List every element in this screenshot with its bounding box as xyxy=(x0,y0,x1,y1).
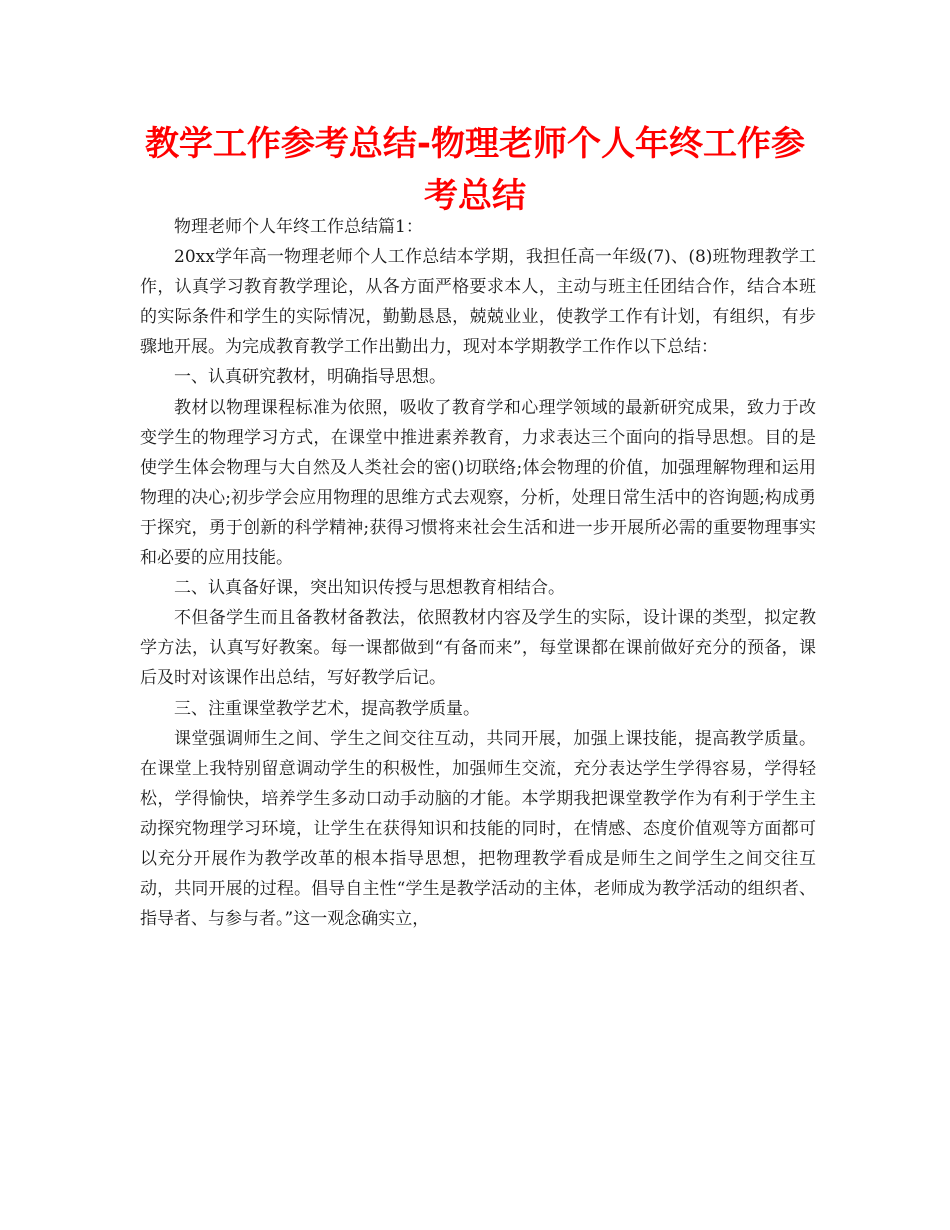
document-body xyxy=(140,212,816,934)
section-heading: 三、注重课堂教学艺术，提高教学质量。 xyxy=(174,698,480,719)
section-heading: 二、认真备好课，突出知识传授与思想教育相结合。 xyxy=(174,578,565,599)
paragraph: 教材以物理课程标准为依照，吸收了教育学和心理学领域的最新研究成果，致力于改变学生的物理学习方式，在课堂中推进素养教育，力求表达三个面向的指导思想。目的是使学生体会物理与大自然及人类社会的密()切联络;体会物理的价值，加强理解物理和运用物理的决心;初步学会应用物理的思维方式去观察，分析，处理日常生活中的咨询题;构成勇于探究，勇于创新的科学精神;获得习惯将来社会生活和进一步开展所必需的重要物理事实和必要的应用技能。 xyxy=(140,397,816,569)
document-title: 教学工作参考总结-物理老师个人年终工作参考总结 xyxy=(144,124,806,216)
paragraph: 20xx学年高一物理老师个人工作总结本学期，我担任高一年级(7)、(8)班物理教学工作，认真学习教育教学理论，从各方面严格要求本人，主动与班主任团结合作，结合本班的实际条件和学生的实际情况，勤勤恳恳，兢兢业业，使教学工作有计划，有组织，有步骤地开展。为完成教育教学工作出勤出力，现对本学期教学工作作以下总结： xyxy=(140,247,816,358)
section-heading: 物理老师个人年终工作总结篇1： xyxy=(174,217,423,237)
paragraph: 不但备学生而且备教材备教法，依照教材内容及学生的实际，设计课的类型，拟定教学方法，认真写好教案。每一课都做到“有备而来”，每堂课都在课前做好充分的预备，课后及时对该课作出总结，写好教学后记。 xyxy=(140,608,816,689)
section-heading: 一、认真研究教材，明确指导思想。 xyxy=(174,367,446,388)
paragraph: 课堂强调师生之间、学生之间交往互动，共同开展，加强上课技能，提高教学质量。在课堂上我特别留意调动学生的积极性，加强师生交流，充分表达学生学得容易，学得轻松，学得愉快，培养学生多动口动手动脑的才能。本学期我把课堂教学作为有利于学生主动探究物理学习环境，让学生在获得知识和技能的同时，在情感、态度价值观等方面都可以充分开展作为教学改革的根本指导思想，把物理教学看成是师生之间学生之间交往互动，共同开展的过程。倡导自主性“学生是教学活动的主体，老师成为教学活动的组织者、指导者、与参与者。”这一观念确实立， xyxy=(140,728,816,930)
